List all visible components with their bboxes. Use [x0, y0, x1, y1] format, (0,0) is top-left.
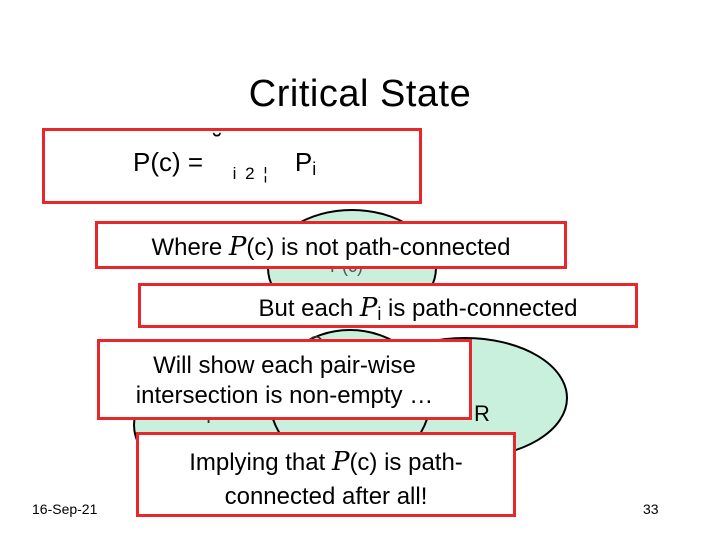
slide-date: 16-Sep-21: [32, 501, 98, 517]
script-p-symbol: P: [228, 232, 247, 262]
formula-box: [42, 128, 422, 204]
implying-prefix: Implying that: [189, 449, 332, 476]
but-suffix: is path-connected: [381, 295, 578, 322]
callout-will-show-text: [100, 351, 469, 411]
callout-but-each-text: [141, 295, 635, 323]
formula-rhs-subscript: i: [312, 159, 317, 179]
script-p-symbol: P: [359, 293, 378, 323]
but-subscript: i: [377, 304, 382, 324]
union-symbol-glyph: ˘: [210, 130, 224, 160]
implying-line-2: connected after all!: [224, 483, 428, 510]
region-label-r: R: [474, 401, 490, 426]
callout-implying: [136, 432, 516, 517]
where-prefix: Where: [151, 234, 229, 261]
where-arg: (c): [246, 234, 275, 261]
will-show-line-1: Will show each pair-wise: [153, 352, 416, 379]
where-suffix: is not path-connected: [274, 234, 511, 261]
formula-lhs: P(c): [133, 147, 181, 177]
callout-where-text: [98, 234, 564, 261]
callout-will-show: [97, 339, 472, 420]
callout-where: [95, 221, 567, 269]
union-index: i 2 ¦: [232, 164, 270, 183]
implying-arg: (c): [349, 449, 378, 476]
implying-suffix: is path-: [377, 449, 463, 476]
formula-rhs: P: [294, 147, 313, 177]
callout-implying-text: [139, 445, 513, 514]
slide-title: Critical State: [248, 73, 472, 115]
callout-but-each: [138, 283, 638, 328]
script-p-symbol: P: [331, 447, 350, 477]
but-prefix: But each: [258, 295, 360, 322]
will-show-line-2: intersection is non-empty …: [135, 382, 434, 409]
implying-line-1: [139, 445, 513, 480]
slide-page-number: 33: [643, 501, 659, 517]
formula: [133, 130, 317, 183]
formula-equals: =: [187, 147, 204, 177]
